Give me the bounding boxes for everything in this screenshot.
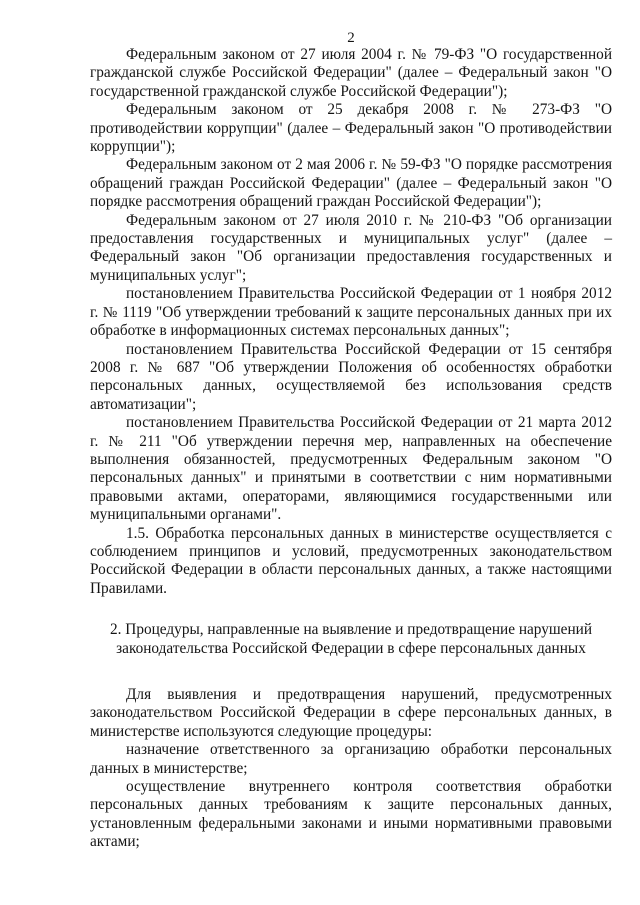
paragraph-law-210fz: Федеральным законом от 27 июля 2010 г. № 210-ФЗ "Об организации предоставления государственных и муниципальных услуг" (далее – Федеральный закон "Об организации предоставления государственных и муниципальных услуг"; (90, 211, 612, 284)
document-body (90, 46, 612, 852)
paragraph-law-59fz: Федеральным законом от 2 мая 2006 г. № 59-ФЗ "О порядке рассмотрения обращений граждан Российской Федерации" (далее – Федеральный закон "О порядке рассмотрения обращений граждан Российской Федерации"); (90, 156, 612, 211)
section-heading-line-1: 2. Процедуры, направленные на выявление и предотвращение нарушений (109, 621, 593, 639)
paragraph-decree-211: постановлением Правительства Российской Федерации от 21 марта 2012 г. № 211 "Об утверждении перечня мер, направленных на обеспечение выполнения обязанностей, предусмотренных Федеральным законом "О персональных данных" и принятыми в соответствии с ним нормативными правовыми актами, операторами, являющимися государственными или муниципальными органами". (90, 414, 612, 524)
paragraph-law-79fz: Федеральным законом от 27 июля 2004 г. № 79-ФЗ "О государственной гражданской службе Российской Федерации" (далее – Федеральный закон "О государственной гражданской службе Российской Федерации"); (90, 46, 612, 100)
paragraph-procedure-responsible: назначение ответственного за организацию обработки персональных данных в министерстве; (90, 741, 612, 777)
page-number: 2 (347, 30, 355, 46)
paragraph-clause-1-5: 1.5. Обработка персональных данных в министерстве осуществляется с соблюдением принципов и условий, предусмотренных законодательством Российской Федерации в области персональных данных, а также настоящими Правилами. (90, 524, 612, 597)
spacer (90, 598, 612, 621)
section-heading-line-2: законодательства Российской Федерации в сфере персональных данных (116, 639, 586, 657)
paragraph-law-273fz: Федеральным законом от 25 декабря 2008 г. № 273-ФЗ "О противодействии коррупции" (далее – Федеральный закон "О противодействии коррупции"); (90, 101, 612, 156)
paragraph-decree-1119: постановлением Правительства Российской Федерации от 1 ноября 2012 г. № 1119 "Об утверждении требований к защите персональных данных при их обработке в информационных системах персональных данных"; (90, 285, 612, 340)
spacer (90, 658, 612, 686)
paragraph-procedures-intro: Для выявления и предотвращения нарушений, предусмотренных законодательством Российской Федерации в сфере персональных данных, в министерстве используются следующие процедуры: (90, 686, 612, 740)
paragraph-decree-687: постановлением Правительства Российской Федерации от 15 сентября 2008 г. № 687 "Об утверждении Положения об особенностях обработки персональных данных, осуществляемой без использования средств автоматизации"; (90, 340, 612, 413)
paragraph-procedure-internal-control: осуществление внутреннего контроля соответствия обработки персональных данных требованиям к защите персональных данных, установленным федеральными законами и иными нормативными правовыми актами; (90, 778, 612, 851)
